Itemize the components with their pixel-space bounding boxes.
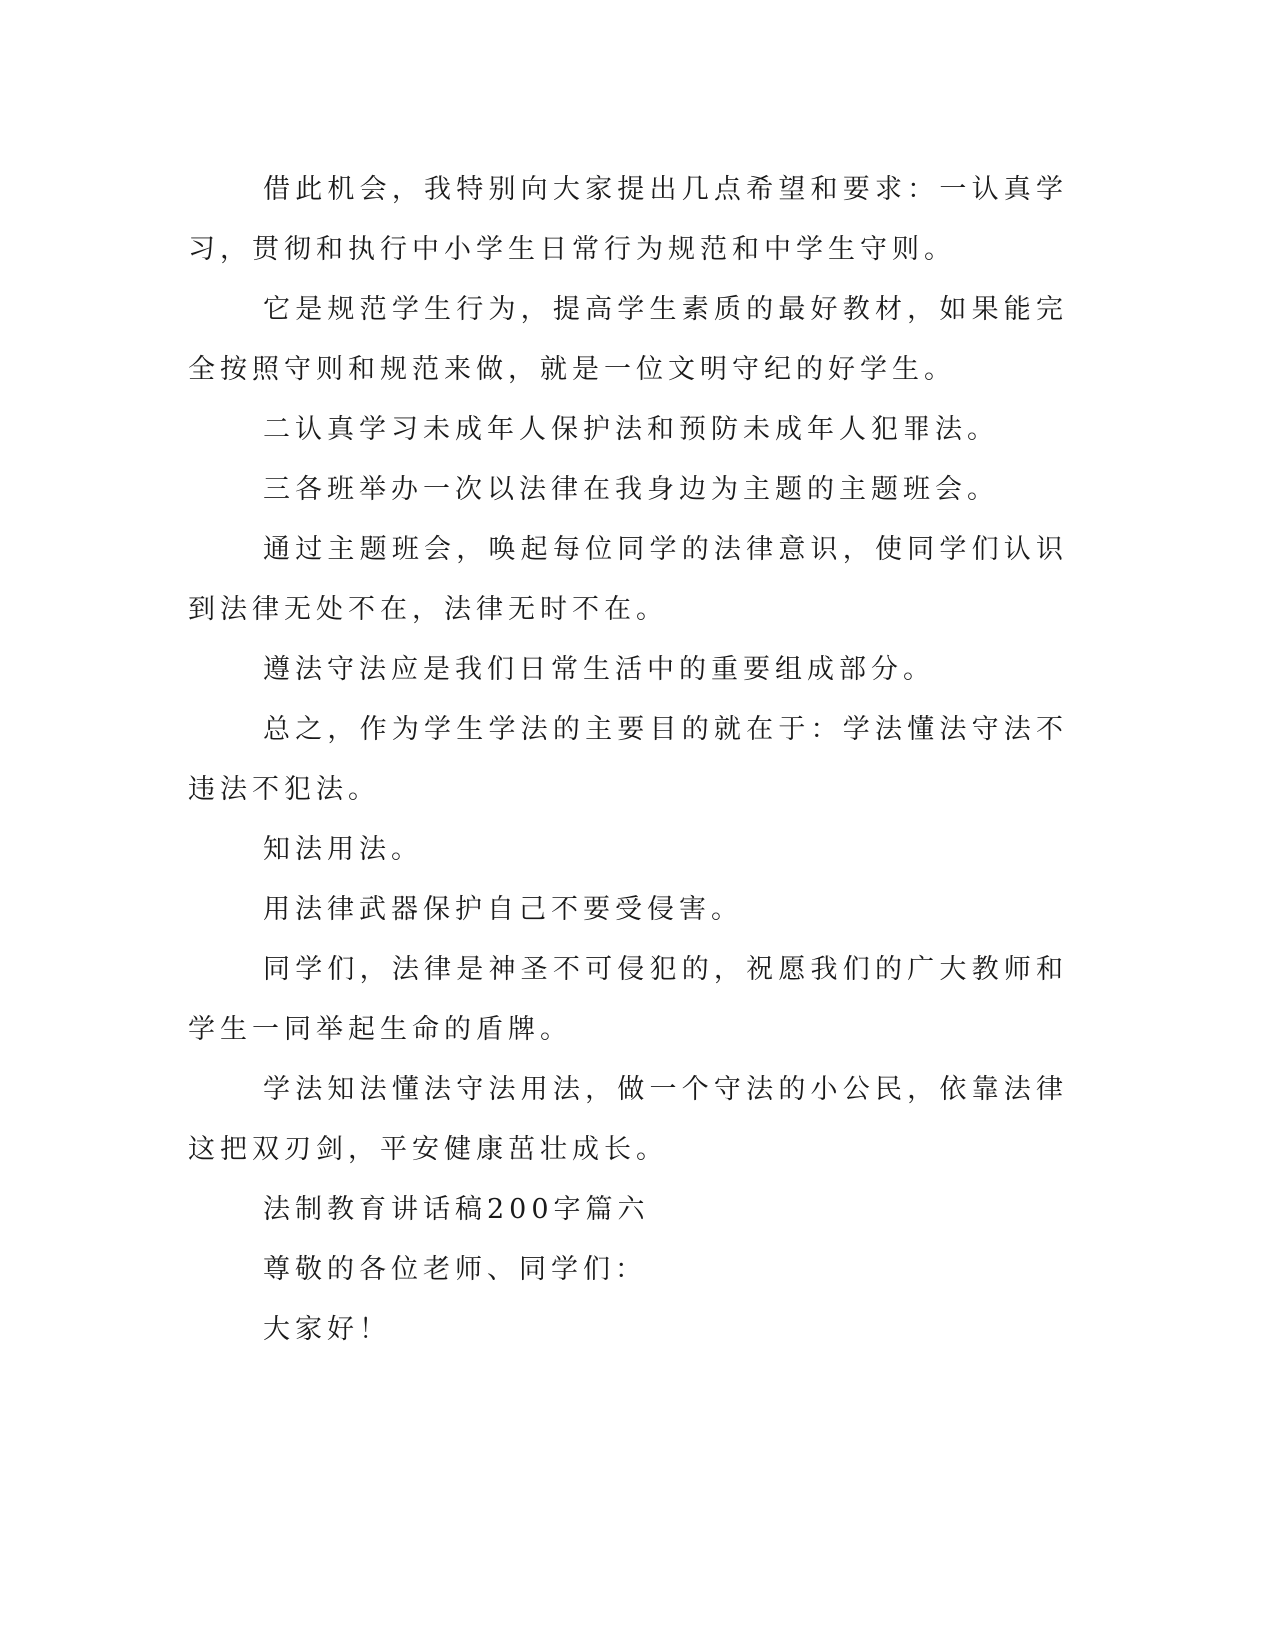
document-body — [188, 160, 1068, 1360]
paragraph: 同学们，法律是神圣不可侵犯的，祝愿我们的广大教师和学生一同举起生命的盾牌。 — [188, 954, 1068, 1045]
greeting: 大家好！ — [263, 1314, 391, 1345]
paragraph: 通过主题班会，唤起每位同学的法律意识，使同学们认识到法律无处不在，法律无时不在。 — [188, 534, 1068, 625]
paragraph: 学法知法懂法守法用法，做一个守法的小公民，依靠法律这把双刃剑，平安健康茁壮成长。 — [188, 1074, 1068, 1165]
paragraph: 二认真学习未成年人保护法和预防未成年人犯罪法。 — [263, 414, 999, 445]
section-heading: 法制教育讲话稿200字篇六 — [263, 1194, 650, 1225]
paragraph: 用法律武器保护自己不要受侵害。 — [263, 894, 743, 925]
paragraph: 总之，作为学生学法的主要目的就在于：学法懂法守法不违法不犯法。 — [188, 714, 1068, 805]
paragraph: 三各班举办一次以法律在我身边为主题的主题班会。 — [263, 474, 999, 505]
paragraph: 遵法守法应是我们日常生活中的重要组成部分。 — [263, 654, 935, 685]
paragraph: 借此机会，我特别向大家提出几点希望和要求：一认真学习，贯彻和执行中小学生日常行为规范和中学生守则。 — [188, 174, 1068, 265]
paragraph: 它是规范学生行为，提高学生素质的最好教材，如果能完全按照守则和规范来做，就是一位文明守纪的好学生。 — [188, 294, 1068, 385]
paragraph: 知法用法。 — [263, 834, 423, 865]
salutation: 尊敬的各位老师、同学们： — [263, 1254, 647, 1285]
